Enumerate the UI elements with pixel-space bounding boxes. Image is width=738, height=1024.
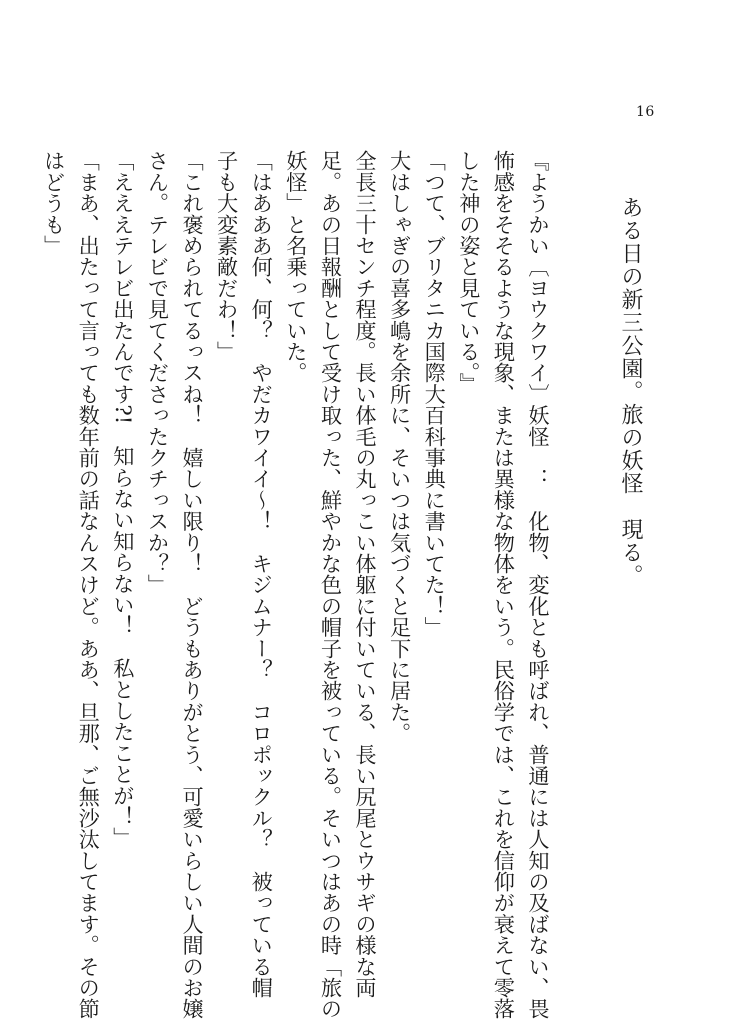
chapter-title: ある日の新三公園。旅の妖怪 現る。 — [618, 196, 643, 587]
text-line: 子も大変素敵だわ！」 — [214, 150, 240, 362]
text-line: 『ようかい〔ヨウクワイ〕妖怪 ： 化物、変化とも呼ばれ、普通には人知の及ばない、畏 — [526, 150, 551, 1020]
text-line: 妖怪」と名乗っていた。 — [283, 150, 309, 384]
text-line: 「はあああ何、何？ やだカワイイ〜！ キジムナー？ コロポックル？ 被っている帽 — [249, 150, 275, 998]
text-line: 「えええテレビ出たんです?! 知らない知らない！ 私としたことが！」 — [110, 150, 136, 849]
text-line: した神の姿と見ている。』 — [456, 150, 482, 394]
text-line: 大はしゃぎの喜多嶋を余所に、そいつは気づくと足下に居た。 — [387, 150, 413, 744]
text-line: 全長三十センチ程度。長い体毛の丸っこい体躯に付いている、長い尻尾とウサギの様な両 — [353, 150, 379, 998]
text-line: さん。テレビで見てくださったクチっスか？」 — [145, 150, 171, 596]
text-line: 足。あの日報酬として受け取った、鮮やかな色の帽子を被っている。そいつはあの時「旅の — [318, 150, 344, 1020]
text-line: 「まあ、出たって言っても数年前の話なんスけど。ああ、旦那、ご無沙汰してます。その節 — [76, 150, 102, 1020]
page-number: 16 — [636, 104, 655, 120]
text-line: 「これ褒められてるっスね！ 嬉しい限り！ どうもありがとう、可愛いらしい人間のお嬢 — [180, 150, 206, 1020]
body-text — [41, 150, 555, 1020]
text-line: はどうも」 — [41, 150, 67, 256]
text-line: 怖感をそそるような現象、または異様な物体をいう。民俗学では、これを信仰が衰えて零落 — [491, 150, 517, 1020]
text-line: 「つて、ブリタニカ国際大百科事典に書いてた！」 — [422, 150, 448, 638]
